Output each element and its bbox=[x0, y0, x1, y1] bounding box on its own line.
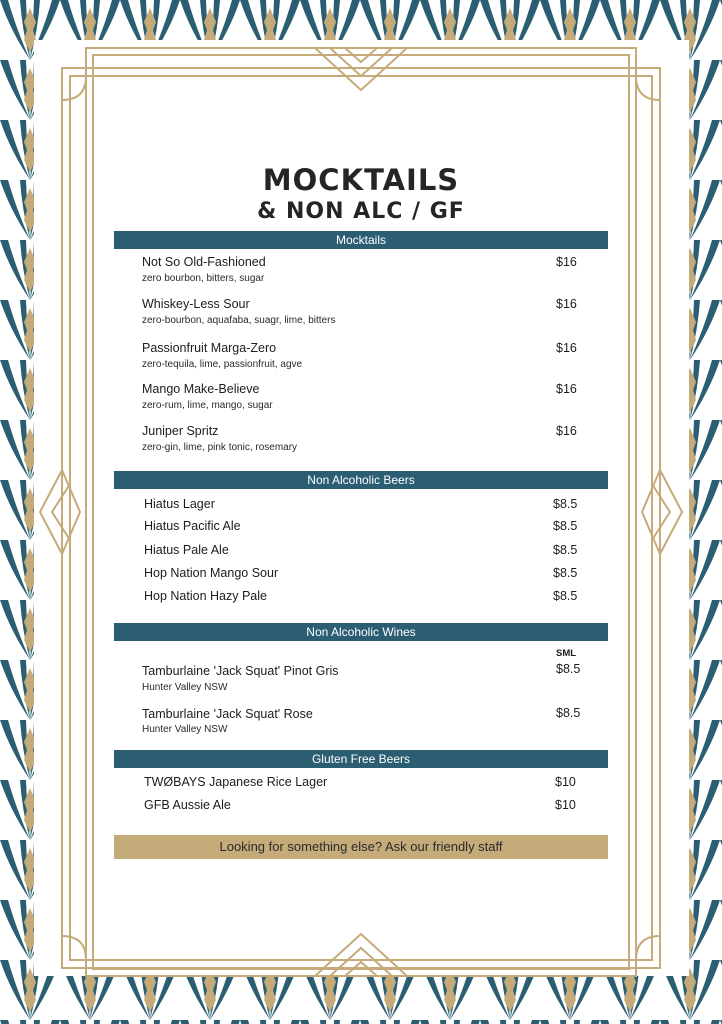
item-name: Whiskey-Less Sour bbox=[142, 297, 250, 311]
section-header-gluten-free-beers: Gluten Free Beers bbox=[114, 750, 608, 768]
size-label: SML bbox=[556, 648, 577, 659]
section-header-non-alcoholic-beers: Non Alcoholic Beers bbox=[114, 471, 608, 489]
item-name: Mango Make-Believe bbox=[142, 382, 260, 396]
item-name: Hop Nation Mango Sour bbox=[144, 566, 279, 580]
item-description: zero bourbon, bitters, sugar bbox=[142, 273, 265, 284]
item-description: zero-rum, lime, mango, sugar bbox=[142, 400, 273, 411]
item-price: $8.5 bbox=[556, 662, 581, 676]
section-header-non-alcoholic-wines: Non Alcoholic Wines bbox=[114, 623, 608, 641]
item-name: Not So Old-Fashioned bbox=[142, 255, 266, 269]
item-price: $16 bbox=[556, 424, 577, 438]
item-price: $16 bbox=[556, 297, 577, 311]
item-name: Hop Nation Hazy Pale bbox=[144, 589, 267, 603]
item-name: Juniper Spritz bbox=[142, 424, 219, 438]
item-price: $8.5 bbox=[553, 497, 578, 511]
item-name: TWØBAYS Japanese Rice Lager bbox=[144, 775, 328, 789]
item-name: GFB Aussie Ale bbox=[144, 798, 231, 812]
item-description: zero-bourbon, aquafaba, suagr, lime, bitters bbox=[142, 315, 336, 326]
item-name: Hiatus Lager bbox=[144, 497, 215, 511]
item-price: $10 bbox=[555, 798, 576, 812]
item-description: Hunter Valley NSW bbox=[142, 682, 228, 693]
item-description: Hunter Valley NSW bbox=[142, 724, 228, 735]
section-header-mocktails: Mocktails bbox=[114, 231, 608, 249]
item-name: Passionfruit Marga-Zero bbox=[142, 341, 277, 355]
item-name: Hiatus Pacific Ale bbox=[144, 519, 241, 533]
menu-title: MOCKTAILS bbox=[262, 163, 460, 197]
item-description: zero-gin, lime, pink tonic, rosemary bbox=[142, 442, 298, 453]
item-price: $8.5 bbox=[553, 519, 578, 533]
item-name: Tamburlaine 'Jack Squat' Rose bbox=[142, 707, 313, 721]
item-name: Tamburlaine 'Jack Squat' Pinot Gris bbox=[142, 664, 339, 678]
item-price: $16 bbox=[556, 341, 577, 355]
menu-subtitle: & NON ALC / GF bbox=[257, 199, 465, 224]
item-price: $16 bbox=[556, 255, 577, 269]
item-description: zero-tequila, lime, passionfruit, agve bbox=[142, 359, 303, 370]
item-name: Hiatus Pale Ale bbox=[144, 543, 229, 557]
item-price: $8.5 bbox=[553, 543, 578, 557]
item-price: $8.5 bbox=[553, 566, 578, 580]
item-price: $8.5 bbox=[553, 589, 578, 603]
footer-banner: Looking for something else? Ask our friendly staff bbox=[114, 835, 608, 859]
item-price: $8.5 bbox=[556, 706, 581, 720]
item-price: $16 bbox=[556, 382, 577, 396]
item-price: $10 bbox=[555, 775, 576, 789]
